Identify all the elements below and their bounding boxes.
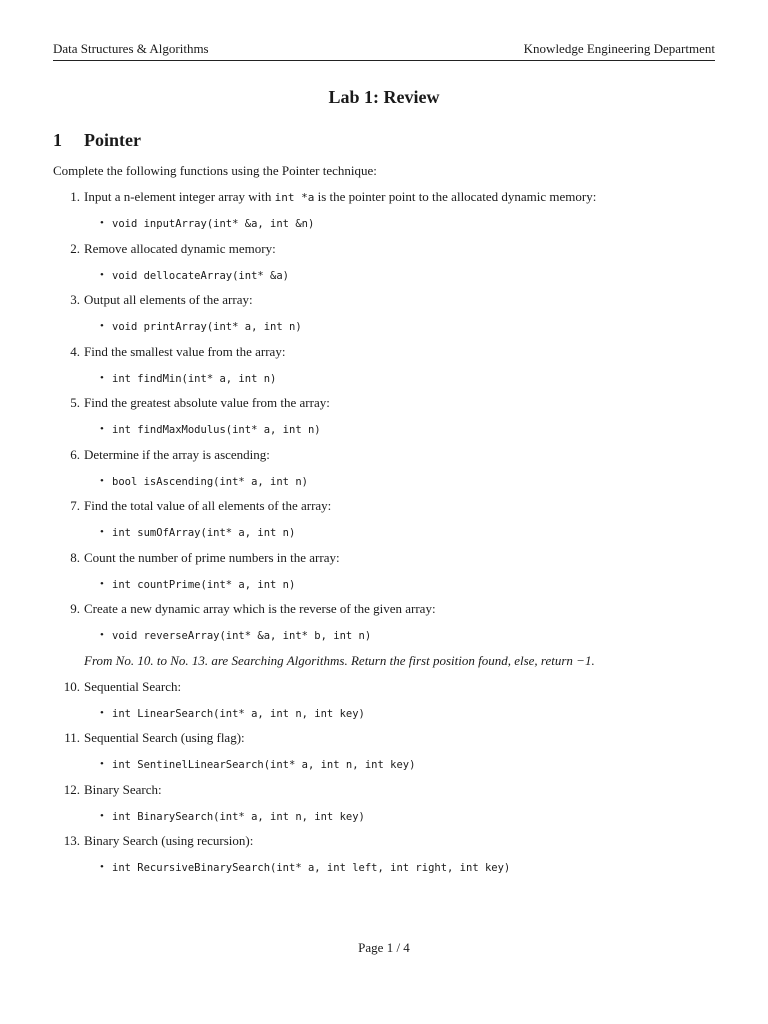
note-text: From No. 10. to No. 13. are Searching Algorithms. Return the first position found, else, return −1. [84,652,595,668]
signature-code: int SentinelLinearSearch(int* a, int n, int key) [112,759,416,771]
function-signature [53,420,733,446]
bullet-icon: • [100,268,104,281]
signature-code: bool isAscending(int* a, int n) [112,475,308,488]
signature-code: int RecursiveBinarySearch(int* a, int left, int right, int key) [112,862,511,874]
bullet-icon: • [100,577,104,590]
header-department: Knowledge Engineering Department [523,41,715,56]
signature-code: int findMaxModulus(int* a, int n) [112,424,321,436]
function-signature [53,317,733,343]
list-item [53,446,733,472]
signature-code: void inputArray(int* &a, int &n) [112,218,315,230]
list-item [53,600,733,626]
item-number: 12. [63,781,80,797]
item-text: Find the total value of all elements of the array: [84,498,332,513]
function-signature [53,266,733,292]
item-number: 6. [70,446,80,462]
signature-code: int LinearSearch(int* a, int n, int key) [112,707,365,720]
item-text: Create a new dynamic array which is the reverse of the given array: [84,601,436,616]
list-item [53,781,733,807]
function-signature [53,472,733,498]
list-item [53,832,733,858]
inline-code: int *a [274,191,315,204]
signature-code: void dellocateArray(int* &a) [112,269,290,282]
list-item [53,188,733,214]
signature-code: int countPrime(int* a, int n) [112,578,296,591]
section-heading [53,130,141,151]
bullet-icon: • [100,217,104,229]
signature-code: int findMin(int* a, int n) [112,372,277,385]
function-signature [53,807,733,833]
bullet-icon: • [100,758,104,770]
item-text: Find the greatest absolute value from the array: [84,395,330,410]
item-text: Determine if the array is ascending: [84,446,270,462]
bullet-icon: • [100,861,104,873]
item-number: 1. [70,189,80,204]
bullet-icon: • [100,320,104,332]
item-number: 5. [70,395,80,410]
list-item [53,240,733,266]
item-number: 13. [63,833,80,848]
item-text: Sequential Search: [84,678,182,694]
item-text: Count the number of prime numbers in the array: [84,549,340,565]
bullet-icon: • [100,423,104,435]
item-number: 10. [63,678,80,694]
function-signature [53,858,733,884]
bullet-icon: • [100,809,104,822]
item-number: 4. [70,343,80,359]
function-signature [53,575,733,601]
item-text: Binary Search: [84,781,162,797]
page-title: Lab 1: Review [328,87,440,107]
item-number: 2. [70,240,80,256]
item-number: 8. [70,549,80,565]
section-title: Pointer [84,130,141,150]
list-item [53,678,733,704]
section-number: 1 [53,130,62,150]
task-list [53,188,733,884]
item-text: Remove allocated dynamic memory: [84,240,276,256]
function-signature [53,523,733,549]
signature-code: int BinarySearch(int* a, int n, int key) [112,810,365,823]
signature-code: int sumOfArray(int* a, int n) [112,527,296,539]
bullet-icon: • [100,629,104,641]
list-item [53,394,733,420]
bullet-icon: • [100,706,104,719]
intro-text: Complete the following functions using the Pointer technique: [53,163,377,178]
list-item [53,343,733,369]
header-course: Data Structures & Algorithms [53,41,209,56]
list-item [53,291,733,317]
signature-code: void printArray(int* a, int n) [112,321,302,333]
item-number: 9. [70,601,80,616]
item-text: Output all elements of the array: [84,292,253,307]
item-number: 3. [70,292,80,307]
item-text: Input a n-element integer array with int *a is the pointer point to the allocated dynamic memory: [84,189,597,204]
bullet-icon: • [100,371,104,384]
list-item [53,549,733,575]
function-signature [53,755,733,781]
list-item [53,497,733,523]
function-signature [53,369,733,395]
function-signature [53,214,733,240]
item-text: Binary Search (using recursion): [84,833,254,848]
page-header [53,41,715,61]
function-signature [53,704,733,730]
list-item [53,729,733,755]
item-number: 11. [64,730,80,745]
item-number: 7. [70,498,80,513]
signature-code: void reverseArray(int* &a, int* b, int n) [112,630,372,642]
searching-note [53,652,733,678]
bullet-icon: • [100,474,104,487]
item-text: Sequential Search (using flag): [84,730,245,745]
page-number: Page 1 / 4 [358,940,410,955]
bullet-icon: • [100,526,104,538]
item-text: Find the smallest value from the array: [84,343,286,359]
function-signature [53,626,733,652]
